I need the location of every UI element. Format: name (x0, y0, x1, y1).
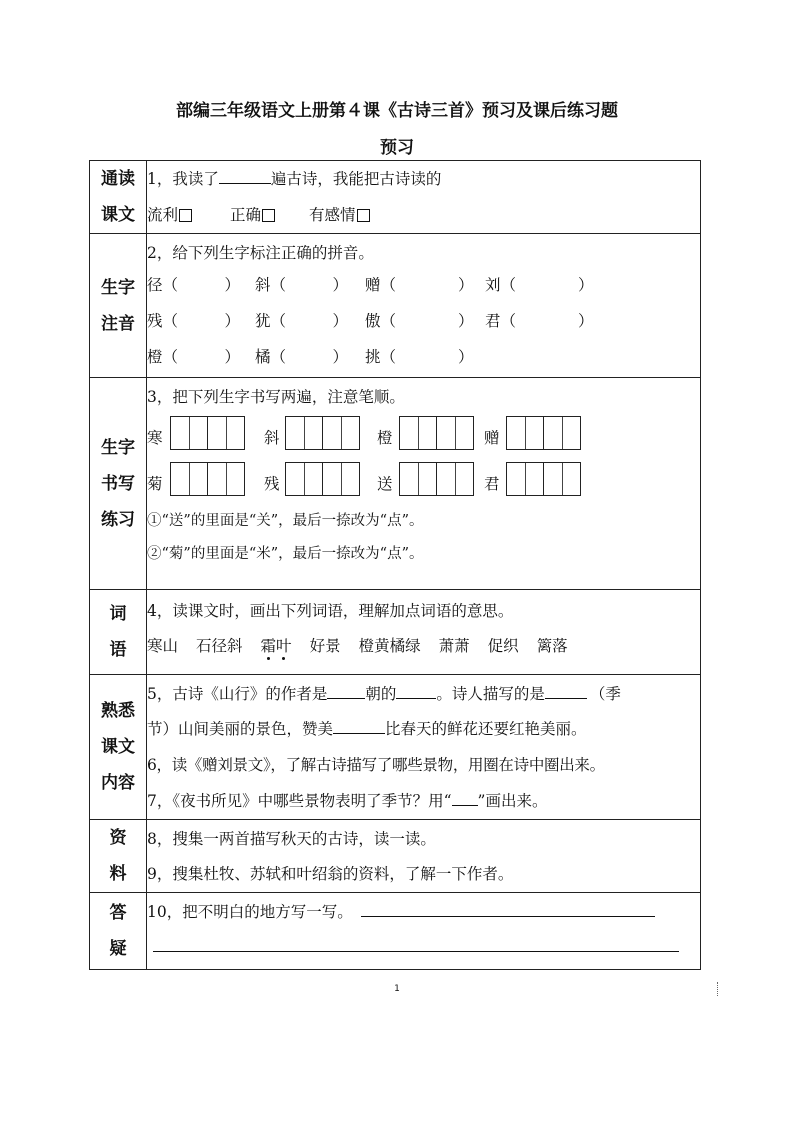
row-materials (90, 820, 701, 893)
label-line: 书写 (101, 473, 135, 494)
label-line: 熟悉 (101, 701, 135, 721)
writing-char: 菊 (147, 475, 163, 493)
row-label (90, 590, 147, 675)
question-1 (147, 161, 700, 197)
row-content (147, 378, 701, 590)
stroke-note: ②“菊”的里面是“米”，最后一捺改为“点”。 (147, 546, 424, 562)
question-6: 6，读《赠刘景文》，了解古诗描写了哪些景物，用圈在诗中圈出来。 (147, 756, 605, 774)
row-questions (90, 893, 701, 970)
question-9: 9，搜集杜牧、苏轼和叶绍翁的资料，了解一下作者。 (147, 865, 514, 883)
writing-grid[interactable] (285, 416, 360, 450)
vocab-word: 寒山 (147, 637, 179, 655)
writing-char: 赠 (484, 429, 500, 447)
pinyin-item: 刘（ ） (485, 276, 594, 294)
row-vocabulary (90, 590, 701, 675)
writing-char: 君 (484, 475, 500, 493)
pinyin-item: 赠（ ） (365, 276, 474, 294)
q10-answer-line-2 (147, 929, 700, 965)
label-line: 答 (109, 903, 127, 923)
writing-char: 寒 (147, 429, 163, 447)
writing-row (147, 410, 700, 456)
pinyin-item: 橙（ ） (147, 348, 241, 366)
section-title: 预习 (380, 138, 414, 158)
word-list (147, 628, 700, 664)
pinyin-row (147, 267, 700, 303)
label-line: 生字 (101, 437, 135, 458)
stroke-note: ①“送”的里面是“关”，最后一捺改为“点”。 (147, 513, 424, 529)
q10-answer-line[interactable] (153, 933, 679, 952)
pinyin-item: 傲（ ） (365, 312, 474, 330)
row-content (147, 234, 701, 378)
writing-char: 橙 (377, 429, 393, 447)
question-8: 8，搜集一两首描写秋天的古诗，读一读。 (147, 830, 436, 848)
row-label (90, 234, 147, 378)
vocab-word: 促织 (487, 637, 519, 655)
row-text-content (90, 675, 701, 820)
label-line: 语 (109, 640, 127, 660)
option-label: 流利 (147, 206, 179, 224)
row-read-text (90, 161, 701, 234)
pinyin-item: 斜（ ） (255, 276, 349, 294)
vocab-word-dotted: 霜 (260, 637, 277, 655)
pinyin-item: 犹（ ） (255, 312, 349, 330)
writing-row (147, 456, 700, 502)
worksheet-table (89, 160, 701, 970)
pinyin-row (147, 339, 700, 375)
writing-grid[interactable] (170, 462, 245, 496)
vocab-word: 好景 (309, 637, 341, 655)
pinyin-row (147, 303, 700, 339)
q1-text-after: 遍古诗，我能把古诗读的 (270, 170, 442, 188)
page-number: 1 (394, 984, 400, 994)
label-line: 通读 (101, 169, 135, 189)
pinyin-item: 君（ ） (485, 312, 594, 330)
label-line: 料 (109, 864, 127, 884)
pinyin-item: 橘（ ） (255, 348, 349, 366)
label-line: 资 (109, 828, 127, 848)
pinyin-item: 径（ ） (147, 276, 241, 294)
writing-grid[interactable] (399, 462, 474, 496)
row-pinyin (90, 234, 701, 378)
q1-options (147, 197, 700, 233)
row-content (147, 893, 701, 970)
writing-char: 斜 (264, 429, 280, 447)
label-line: 注音 (101, 313, 135, 334)
row-content (147, 590, 701, 675)
label-line: 课文 (101, 205, 135, 225)
label-line: 词 (109, 604, 127, 624)
writing-grid[interactable] (170, 416, 245, 450)
question-2: 2，给下列生字标注正确的拼音。 (147, 244, 374, 262)
vocab-word-dotted: 叶 (276, 637, 292, 655)
label-line: 练习 (101, 509, 135, 530)
q5-blank-author-name[interactable] (396, 680, 436, 699)
q5-blank-praise[interactable] (333, 715, 385, 734)
vocab-word: 橙黄橘绿 (358, 637, 421, 655)
option-label: 有感情 (309, 206, 356, 224)
q1-blank[interactable] (219, 165, 271, 184)
option-label: 正确 (230, 206, 262, 224)
q5-blank-author[interactable] (327, 680, 365, 699)
vocab-word: 篱落 (536, 637, 568, 655)
label-line: 生字 (101, 277, 135, 298)
q7-underline-sample (452, 787, 478, 806)
question-3: 3，把下列生字书写两遍，注意笔顺。 (147, 388, 405, 406)
q5-blank-season[interactable] (545, 680, 587, 699)
writing-grid[interactable] (285, 462, 360, 496)
question-4: 4，读课文时，画出下列词语，理解加点词语的意思。 (147, 602, 514, 620)
writing-grid[interactable] (506, 416, 581, 450)
q10-answer-line[interactable] (361, 898, 655, 917)
writing-grid[interactable] (399, 416, 474, 450)
question-10: 10，把不明白的地方写一写。 (147, 893, 700, 929)
label-line: 内容 (101, 773, 135, 793)
row-label (90, 820, 147, 893)
question-5: 5，古诗《山行》的作者是 朝的 。诗人描写的是 （季 (147, 675, 700, 711)
checkbox[interactable] (357, 209, 370, 222)
row-label (90, 161, 147, 234)
row-writing (90, 378, 701, 590)
row-label (90, 675, 147, 820)
edge-mark (717, 982, 719, 996)
row-content (147, 161, 701, 234)
checkbox[interactable] (262, 209, 275, 222)
question-5-cont: 节）山间美丽的景色，赞美 比春天的鲜花还要红艳美丽。 (147, 711, 700, 747)
row-content (147, 820, 701, 893)
page-title: 部编三年级语文上册第４课《古诗三首》预习及课后练习题 (176, 101, 618, 121)
label-line: 疑 (109, 939, 127, 959)
vocab-word: 萧萧 (438, 637, 470, 655)
row-content (147, 675, 701, 820)
question-7: 7，《夜书所见》中哪些景物表明了季节？用“ ”画出来。 (147, 783, 700, 819)
writing-char: 残 (264, 475, 280, 493)
checkbox[interactable] (179, 209, 192, 222)
row-label (90, 378, 147, 590)
writing-char: 送 (377, 475, 393, 493)
pinyin-item: 挑（ ） (365, 348, 474, 366)
vocab-word: 石径斜 (196, 637, 243, 655)
q1-text: 1，我读了 (147, 170, 219, 188)
pinyin-item: 残（ ） (147, 312, 241, 330)
row-label (90, 893, 147, 970)
label-line: 课文 (101, 737, 135, 757)
writing-grid[interactable] (506, 462, 581, 496)
